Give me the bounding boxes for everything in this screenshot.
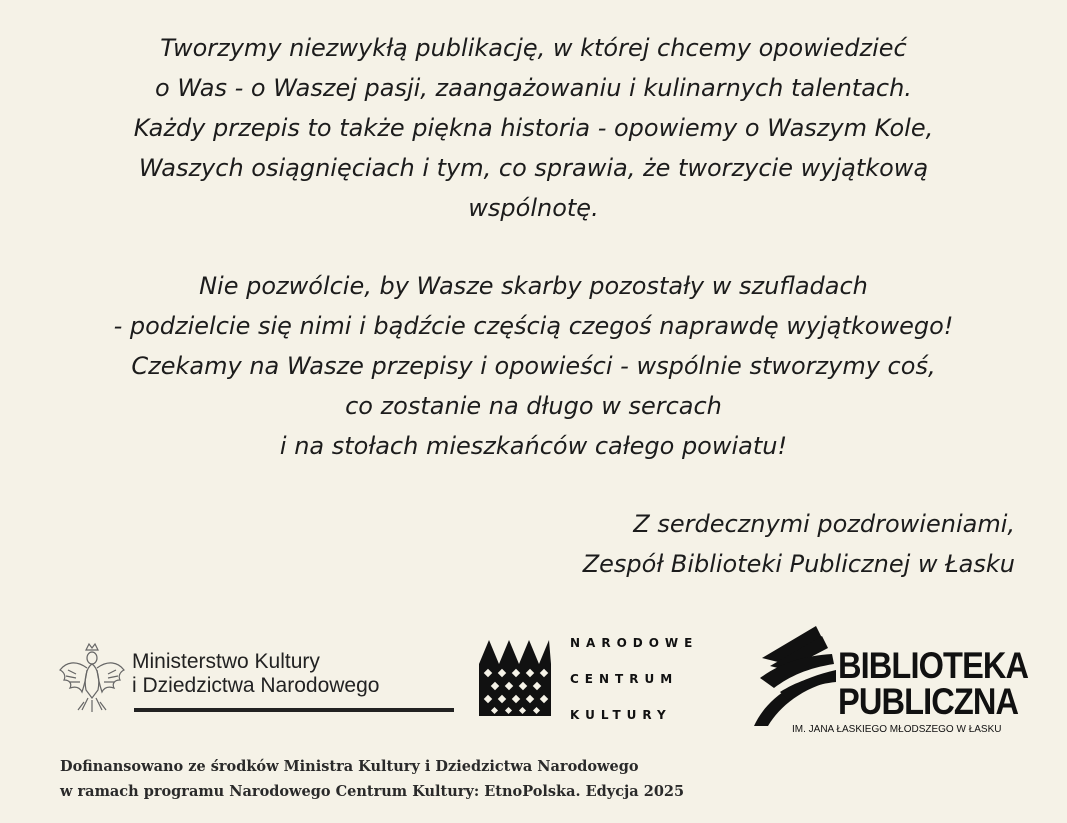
crown-pattern-icon — [476, 634, 556, 718]
signature-greeting: Z serdecznymi pozdrowieniami, — [633, 510, 1015, 538]
signature-sender: Zespół Biblioteki Publicznej w Łasku — [582, 550, 1015, 578]
ministry-line1: Ministerstwo Kultury — [132, 650, 320, 673]
library-logo — [752, 622, 1042, 740]
text-line: wspólnotę. — [468, 194, 599, 222]
ministry-line2: i Dziedzictwa Narodowego — [132, 674, 380, 697]
funding-line1: Dofinansowano ze środków Ministra Kultury i Dziedzictwa Narodowego — [60, 758, 639, 775]
nck-line1: NARODOWE — [570, 636, 699, 650]
ministry-logo — [56, 638, 406, 718]
nck-name — [570, 636, 698, 744]
signature — [583, 504, 1015, 584]
nck-logo — [476, 634, 706, 724]
text-line: Waszych osiągnięciach i tym, co sprawia, że tworzycie wyjątkową — [138, 154, 929, 182]
text-line: Czekamy na Wasze przepisy i opowieści - wspólnie stworzymy coś, — [131, 352, 936, 380]
ministry-name — [132, 650, 379, 698]
eagle-emblem-icon — [56, 640, 128, 716]
text-line: Tworzymy niezwykłą publikację, w której chcemy opowiedzieć — [160, 34, 907, 62]
text-line: o Was - o Waszej pasji, zaangażowaniu i kulinarnych talentach. — [155, 74, 912, 102]
nck-line2: CENTRUM — [570, 672, 679, 686]
library-subtitle: IM. JANA ŁASKIEGO MŁODSZEGO W ŁASKU — [792, 724, 1002, 735]
funding-line2: w ramach programu Narodowego Centrum Kultury: EtnoPolska. Edycja 2025 — [60, 783, 685, 800]
nck-line3: KULTURY — [570, 708, 672, 722]
ministry-underline — [134, 708, 454, 712]
intro-paragraph — [0, 28, 1067, 228]
text-line: - podzielcie się nimi i bądźcie częścią czegoś naprawdę wyjątkowego! — [113, 312, 954, 340]
text-line: Każdy przepis to także piękna historia - opowiemy o Waszym Kole, — [133, 114, 934, 142]
funding-note — [60, 754, 684, 804]
text-line: co zostanie na długo w sercach — [345, 392, 722, 420]
open-book-icon — [752, 622, 842, 734]
library-name-line2: PUBLICZNA — [838, 681, 1019, 722]
text-line: i na stołach mieszkańców całego powiatu! — [279, 432, 788, 460]
library-name-line1: BIBLIOTEKA — [838, 645, 1029, 686]
text-line: Nie pozwólcie, by Wasze skarby pozostały w szufladach — [199, 272, 868, 300]
appeal-paragraph — [0, 266, 1067, 466]
